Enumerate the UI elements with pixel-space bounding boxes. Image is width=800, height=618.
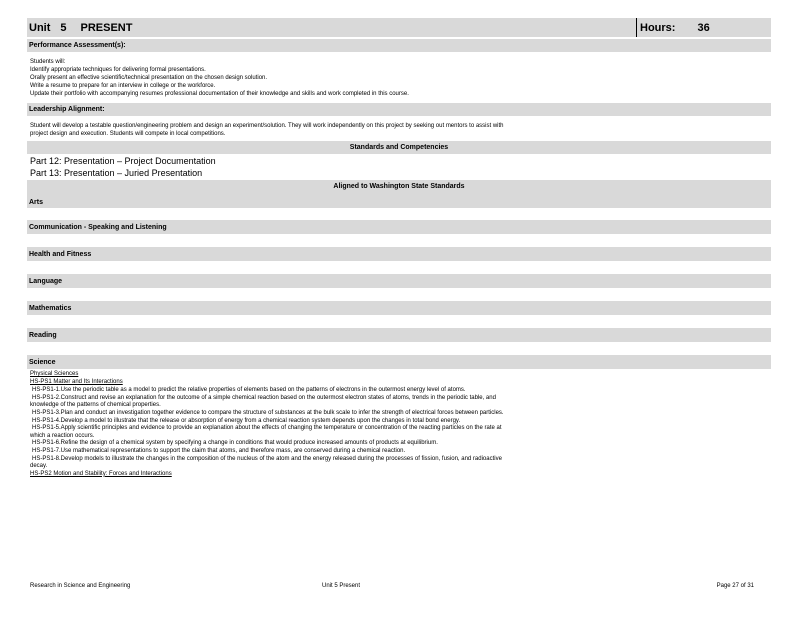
ps1-item-line: decay. bbox=[30, 463, 48, 470]
performance-line: Write a resume to prepare for an interview in college or the workforce. bbox=[30, 83, 216, 89]
unit-title: PRESENT bbox=[80, 21, 133, 34]
ps1-item bbox=[30, 425, 771, 440]
ps2-heading: HS-PS2 Motion and Stability: Forces and Interactions bbox=[30, 470, 172, 477]
standards-part: Part 13: Presentation – Juried Presentation bbox=[30, 168, 203, 178]
ps1-item bbox=[30, 456, 771, 471]
leadership-heading: Leadership Alignment: bbox=[27, 103, 771, 116]
hours-cell bbox=[637, 18, 771, 37]
ps1-list bbox=[30, 387, 771, 471]
footer-page: Page 27 of 31 bbox=[716, 583, 754, 589]
leadership-line: Student will develop a testable question/engineering problem and design an experiment/solution. They will work independently on this project by seeking out mentors to assist with bbox=[30, 123, 504, 129]
physical-sciences-heading: Physical Sciences bbox=[30, 371, 79, 377]
performance-list bbox=[27, 58, 771, 98]
ps1-item-line: HS-PS1-5.Apply scientific principles and evidence to provide an explanation about the effects of changing the temperature or concentration of the reacting particles on the rate at bbox=[32, 425, 502, 432]
performance-line: Orally present an effective scientific/technical presentation on the chosen design solution. bbox=[30, 75, 268, 81]
performance-heading: Performance Assessment(s): bbox=[27, 39, 771, 52]
ps1-item-line: which a reaction occurs. bbox=[30, 432, 95, 439]
ps1-item-line: HS-PS1-7.Use mathematical representations to support the claim that atoms, and therefore mass, are conserved during a chemical reaction. bbox=[32, 447, 406, 454]
ps1-item bbox=[30, 395, 771, 410]
standards-part: Part 12: Presentation – Project Documentation bbox=[30, 156, 216, 166]
hours-value: 36 bbox=[697, 21, 710, 34]
ps1-item-line: HS-PS1-1.Use the periodic table as a model to predict the relative properties of elements based on the patterns of electrons in the outermost energy level of atoms. bbox=[32, 387, 466, 394]
subject-mathematics: Mathematics bbox=[27, 301, 771, 315]
subject-language: Language bbox=[27, 274, 771, 288]
performance-line: Students will: bbox=[30, 59, 66, 65]
leadership-text bbox=[27, 122, 771, 138]
footer-unit: Unit 5 Present bbox=[322, 583, 361, 589]
ps1-item bbox=[30, 387, 771, 395]
ps1-item-line: HS-PS1-6.Refine the design of a chemical system by specifying a change in conditions that would produce increased amounts of products at equilibrium. bbox=[32, 440, 438, 447]
science-standards bbox=[27, 371, 771, 478]
aligned-standards-heading bbox=[27, 180, 771, 208]
subject-reading: Reading bbox=[27, 328, 771, 342]
document-page bbox=[27, 18, 771, 478]
unit-label: Unit bbox=[29, 21, 51, 34]
ps1-item bbox=[30, 410, 771, 418]
leadership-line: project design and execution. Students will compete in local competitions. bbox=[30, 131, 226, 137]
aligned-title: Aligned to Washington State Standards bbox=[333, 183, 465, 190]
ps1-item bbox=[30, 448, 771, 456]
ps1-item-line: HS-PS1-2.Construct and revise an explanation for the outcome of a simple chemical reaction based on the outermost electron states of atoms, trends in the periodic table, and bbox=[32, 394, 496, 401]
standards-parts bbox=[27, 155, 771, 179]
ps1-item-line: knowledge of the patterns of chemical properties. bbox=[30, 402, 161, 409]
subject-science: Science bbox=[27, 355, 771, 369]
subject-arts: Arts bbox=[29, 199, 44, 206]
ps1-heading: HS-PS1 Matter and Its Interactions bbox=[30, 378, 123, 385]
hours-label: Hours: bbox=[640, 21, 676, 34]
footer-course: Research in Science and Engineering bbox=[30, 583, 131, 589]
performance-line: Identify appropriate techniques for delivering formal presentations. bbox=[30, 67, 206, 73]
performance-line: Update their portfolio with accompanying resumes professional documentation of their knowledge and skills and work completed in this course. bbox=[30, 91, 409, 97]
standards-heading: Standards and Competencies bbox=[27, 141, 771, 154]
unit-title-cell bbox=[27, 18, 637, 37]
unit-number: 5 bbox=[60, 21, 67, 34]
subject-health: Health and Fitness bbox=[27, 247, 771, 261]
ps1-item-line: HS-PS1-3.Plan and conduct an investigation together evidence to compare the structure of substances at the bulk scale to infer the strength of electrical forces between particles. bbox=[32, 409, 504, 416]
unit-header bbox=[27, 18, 771, 37]
ps1-item-line: HS-PS1-4.Develop a model to illustrate that the release or absorption of energy from a chemical reaction system depends upon the changes in total bond energy. bbox=[32, 417, 461, 424]
ps1-item bbox=[30, 418, 771, 426]
ps1-item bbox=[30, 440, 771, 448]
subject-communication: Communication - Speaking and Listening bbox=[27, 220, 771, 234]
ps1-item-line: HS-PS1-8.Develop models to illustrate the changes in the composition of the nucleus of the atom and the energy released during the processes of fission, fusion, and radioactive bbox=[32, 455, 502, 462]
